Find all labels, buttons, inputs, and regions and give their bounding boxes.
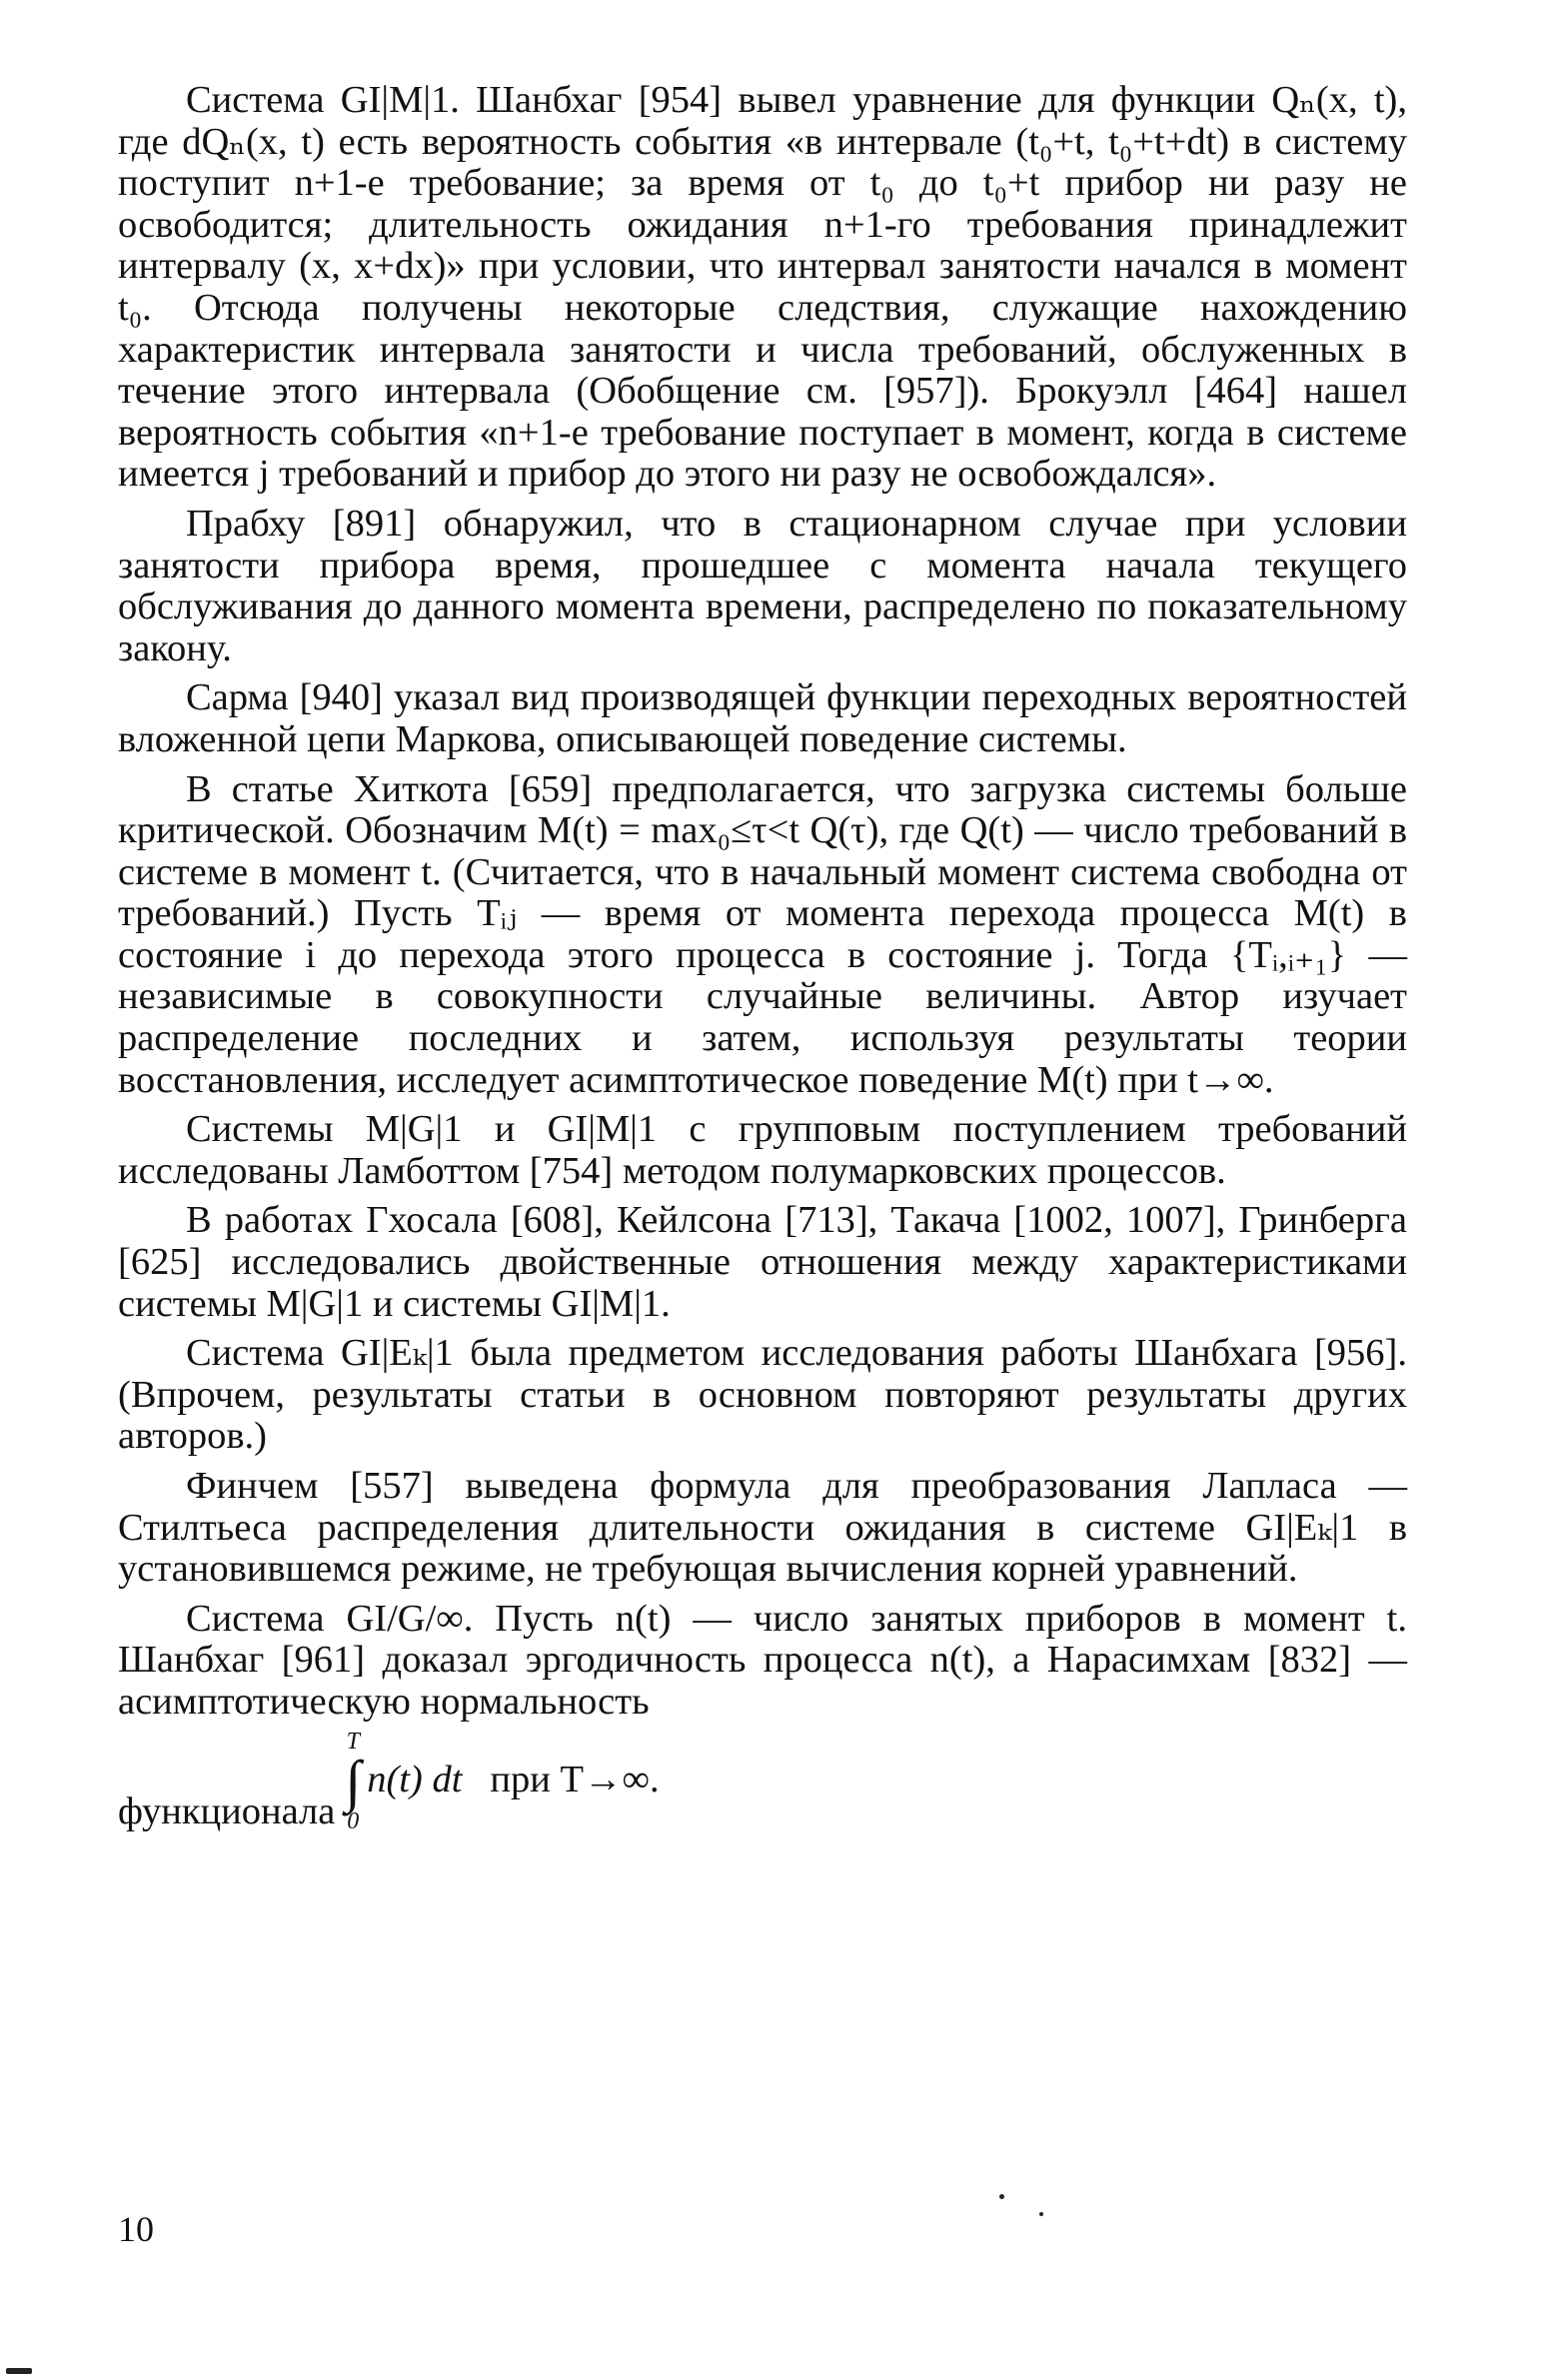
paragraph-1: Система GI|M|1. Шанбхаг [954] вывел уравнение для функции Qₙ(x, t), где dQₙ(x, t) есть вероятность события «в интервале (t₀+t, t₀+t+dt) в систему поступит n+1-е требование; за время от t₀ до t₀+t прибор ни разу не освободится; длительность ожидания n+1-го требования принадлежит интервалу (x, x+dx)» при условии, что интервал занятости начался в момент t₀. Отсюда получены некоторые следствия, служащие нахождению характеристик интервала занятости и числа требований, обслуженных в течение этого интервала (Обобщение см. [957]). Брокуэлл [464] нашел вероятность события «n+1-е требование поступает в момент, когда в системе имеется j требований и прибор до этого ни разу не освобождался». — [118, 79, 1407, 496]
paragraph-2: Прабху [891] обнаружил, что в стационарном случае при условии занятости прибора время, прошедшее с момента начала текущего обслуживания до данного момента времени, распределено по показательному закону. — [118, 502, 1407, 669]
formula-prefix: функционала — [118, 1789, 336, 1832]
paragraph-9: Система GI/G/∞. Пусть n(t) — число занятых приборов в момент t. Шанбхаг [961] доказал эргодичность процесса n(t), а Нарасимхам [832] — асимптотическую нормальность — [118, 1597, 1407, 1723]
integral-upper-limit: T — [346, 1728, 360, 1755]
paragraph-7: Система GI|Eₖ|1 была предметом исследования работы Шанбхага [956]. (Впрочем, результаты статьи в основном повторяют результаты других авторов.) — [118, 1332, 1407, 1458]
scan-speck — [999, 2194, 1004, 2199]
scan-speck — [6, 2368, 32, 2374]
paragraph-6: В работах Гхосала [608], Кейлсона [713], Такача [1002, 1007], Гринберга [625] исследовались двойственные отношения между характеристиками системы M|G|1 и системы GI|M|1. — [118, 1199, 1407, 1325]
paragraph-5: Системы M|G|1 и GI|M|1 с групповым поступлением требований исследованы Ламботтом [754] методом полумарковских процессов. — [118, 1108, 1407, 1192]
paragraph-3: Сарма [940] указал вид производящей функции переходных вероятностей вложенной цепи Маркова, описывающей поведение системы. — [118, 676, 1407, 760]
integral-formula-line — [118, 1730, 1407, 1833]
page-text — [118, 80, 1407, 1833]
paragraph-4: В статье Хиткота [659] предполагается, что загрузка системы больше критической. Обозначим M(t) = max₀≤τ<t Q(τ), где Q(t) — число требований в системе в момент t. (Считается, что в начальный момент система свободна от требований.) Пусть Tᵢⱼ — время от момента перехода процесса M(t) в состояние i до перехода этого процесса в состояние j. Тогда {Tᵢ,ᵢ₊₁} — независимые в совокупности случайные величины. Автор изучает распределение последних и затем, используя результаты теории восстановления, исследует асимптотическое поведение M(t) при t→∞. — [118, 767, 1407, 1101]
integrand: n(t) dt — [367, 1758, 463, 1800]
scan-speck — [1039, 2212, 1043, 2216]
formula-suffix: при T→∞. — [490, 1758, 660, 1800]
integral-sign: ∫ — [345, 1748, 362, 1813]
paragraph-8: Финчем [557] выведена формула для преобразования Лапласа — Стилтьеса распределения длительности ожидания в системе GI|Eₖ|1 в установившемся режиме, не требующая вычисления корней уравнений. — [118, 1465, 1407, 1591]
integral — [345, 1730, 361, 1833]
integral-lower-limit: 0 — [347, 1807, 360, 1834]
page-number: 10 — [118, 2209, 154, 2249]
